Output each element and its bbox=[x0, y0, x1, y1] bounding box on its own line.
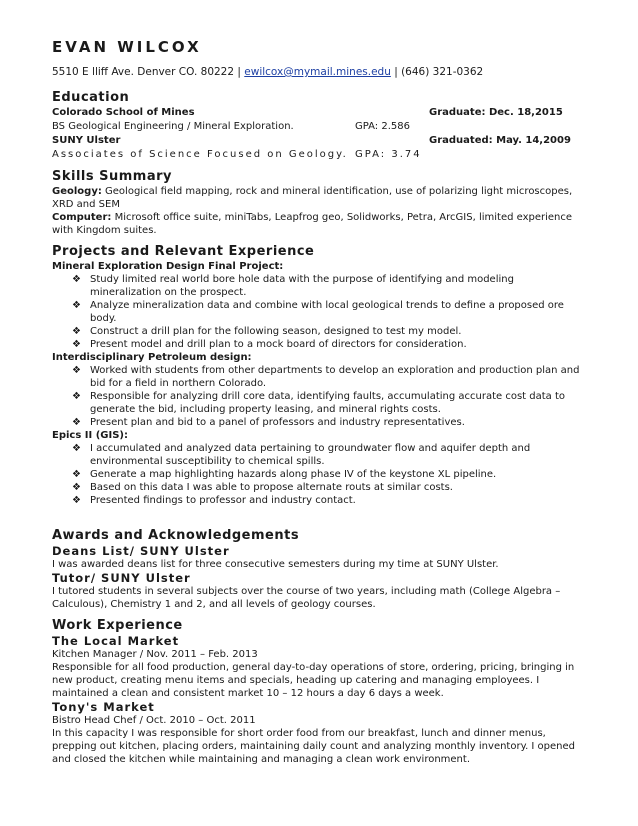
education-gpa bbox=[355, 134, 429, 148]
education-row bbox=[52, 120, 588, 134]
project-bullet-text: Generate a map highlighting hazards along phase IV of the keystone XL pipeline. bbox=[90, 469, 497, 480]
project-bullet bbox=[52, 416, 588, 429]
education-graduation-date: Graduate: Dec. 18,2015 bbox=[429, 107, 563, 118]
education-institution-or-degree: Colorado School of Mines bbox=[52, 107, 195, 118]
project-groups bbox=[52, 260, 588, 507]
project-bullet-text: Analyze mineralization data and combine with local geological trends to define a proposed ore body. bbox=[90, 300, 564, 324]
job-role: Kitchen Manager / Nov. 2011 – Feb. 2013 bbox=[52, 649, 258, 660]
diamond-bullet-icon: ❖ bbox=[72, 300, 81, 311]
project-bullet-list bbox=[52, 442, 588, 507]
projects-heading: Projects and Relevant Experience bbox=[52, 244, 315, 259]
diamond-bullet-icon: ❖ bbox=[72, 495, 81, 506]
education-institution-or-degree: Associates of Science Focused on Geology. bbox=[52, 149, 348, 160]
project-title: Epics II (GIS): bbox=[52, 430, 128, 441]
skills-computer-text: Microsoft office suite, miniTabs, Leapfrog geo, Solidworks, Petra, ArcGIS, limited experience with Kingdom suites. bbox=[52, 212, 573, 236]
award-items bbox=[52, 544, 588, 611]
work-jobs bbox=[52, 634, 588, 766]
project-bullet-list bbox=[52, 273, 588, 351]
education-graduation-date bbox=[429, 148, 588, 162]
education-graduation-date bbox=[429, 120, 588, 134]
education-gpa: GPA: 3.74 bbox=[355, 149, 422, 160]
diamond-bullet-icon: ❖ bbox=[72, 326, 81, 337]
project-bullet bbox=[52, 442, 588, 468]
education-gpa: GPA: 2.586 bbox=[355, 121, 410, 132]
project-bullet bbox=[52, 390, 588, 416]
education-graduation-date: Graduated: May. 14,2009 bbox=[429, 135, 571, 146]
award-description: I was awarded deans list for three consecutive semesters during my time at SUNY Ulster. bbox=[52, 559, 499, 570]
education-row bbox=[52, 106, 588, 120]
awards-section bbox=[52, 527, 588, 611]
project-bullet-list bbox=[52, 364, 588, 429]
resume-page bbox=[52, 38, 588, 766]
diamond-bullet-icon: ❖ bbox=[72, 469, 81, 480]
skills-geology-text: Geological field mapping, rock and mineral identification, use of polarizing light microscopes, XRD and SEM bbox=[52, 186, 573, 210]
skills-section bbox=[52, 168, 588, 237]
education-gpa bbox=[355, 106, 429, 120]
project-bullet-text: Presented findings to professor and industry contact. bbox=[90, 495, 356, 506]
education-institution-or-degree: SUNY Ulster bbox=[52, 135, 121, 146]
project-bullet-text: Study limited real world bore hole data with the purpose of identifying and modeling mineralization on the prospect. bbox=[90, 274, 514, 298]
skills-computer-label: Computer: bbox=[52, 212, 112, 223]
project-bullet bbox=[52, 273, 588, 299]
project-bullet bbox=[52, 338, 588, 351]
project-bullet bbox=[52, 481, 588, 494]
contact-email-link[interactable]: ewilcox@mymail.mines.edu bbox=[244, 66, 391, 78]
job-employer: Tony's Market bbox=[52, 700, 155, 714]
skills-computer bbox=[52, 211, 588, 237]
award-title: Deans List/ SUNY Ulster bbox=[52, 544, 230, 558]
education-row bbox=[52, 134, 588, 148]
project-bullet-text: Responsible for analyzing drill core data, identifying faults, accumulating accurate cost data to generate the bid, including property leasing, and mineral rights costs. bbox=[90, 391, 566, 415]
diamond-bullet-icon: ❖ bbox=[72, 365, 81, 376]
contact-phone: | (646) 321-0362 bbox=[390, 66, 484, 78]
job-description: In this capacity I was responsible for short order food from our breakfast, lunch and dinner menus, prepping out kitchen, placing orders, maintaining daily count and analyzing monthly inventory. I opened and closed the kitchen while maintaining and managing a clean work environment. bbox=[52, 728, 576, 765]
project-bullet bbox=[52, 468, 588, 481]
education-rows bbox=[52, 106, 588, 162]
project-title: Interdisciplinary Petroleum design: bbox=[52, 352, 252, 363]
awards-heading: Awards and Acknowledgements bbox=[52, 528, 300, 543]
project-title: Mineral Exploration Design Final Project: bbox=[52, 261, 284, 272]
education-institution-or-degree: BS Geological Engineering / Mineral Exploration. bbox=[52, 121, 294, 132]
education-heading: Education bbox=[52, 90, 130, 105]
job-description: Responsible for all food production, general day-to-day operations of store, ordering, pricing, bringing in new product, creating menu items and specials, heading up catering and managing employees. I maintained a clean and consistent market 10 – 12 hours a day 6 days a week. bbox=[52, 662, 575, 699]
project-bullet bbox=[52, 325, 588, 338]
education-row bbox=[52, 148, 588, 162]
job-employer: The Local Market bbox=[52, 634, 180, 648]
work-heading: Work Experience bbox=[52, 618, 183, 633]
education-section bbox=[52, 89, 588, 162]
award-description: I tutored students in several subjects over the course of two years, including math (College Algebra – Calculous), Chemistry 1 and 2, and all levels of geology courses. bbox=[52, 586, 561, 610]
diamond-bullet-icon: ❖ bbox=[72, 274, 81, 285]
job-role: Bistro Head Chef / Oct. 2010 – Oct. 2011 bbox=[52, 715, 256, 726]
diamond-bullet-icon: ❖ bbox=[72, 443, 81, 454]
project-bullet-text: Present model and drill plan to a mock board of directors for consideration. bbox=[90, 339, 467, 350]
project-bullet-text: Worked with students from other departments to develop an exploration and production plan and bid for a field in northern Colorado. bbox=[90, 365, 580, 389]
project-bullet-text: Construct a drill plan for the following season, designed to test my model. bbox=[90, 326, 462, 337]
skills-heading: Skills Summary bbox=[52, 169, 173, 184]
diamond-bullet-icon: ❖ bbox=[72, 339, 81, 350]
diamond-bullet-icon: ❖ bbox=[72, 391, 81, 402]
contact-address: 5510 E lliff Ave. Denver CO. 80222 | bbox=[52, 66, 245, 78]
candidate-name: EVAN WILCOX bbox=[52, 38, 202, 56]
diamond-bullet-icon: ❖ bbox=[72, 482, 81, 493]
skills-geology bbox=[52, 185, 588, 211]
project-bullet bbox=[52, 299, 588, 325]
skills-geology-label: Geology: bbox=[52, 186, 102, 197]
contact-line bbox=[52, 66, 588, 78]
project-bullet bbox=[52, 364, 588, 390]
project-bullet-text: I accumulated and analyzed data pertaining to groundwater flow and aquifer depth and environmental susceptibility to chemical spills. bbox=[90, 443, 531, 467]
work-section bbox=[52, 617, 588, 766]
diamond-bullet-icon: ❖ bbox=[72, 417, 81, 428]
project-bullet-text: Present plan and bid to a panel of professors and industry representatives. bbox=[90, 417, 465, 428]
award-title: Tutor/ SUNY Ulster bbox=[52, 571, 191, 585]
projects-section bbox=[52, 243, 588, 507]
project-bullet-text: Based on this data I was able to propose alternate routs at similar costs. bbox=[90, 482, 453, 493]
project-bullet bbox=[52, 494, 588, 507]
